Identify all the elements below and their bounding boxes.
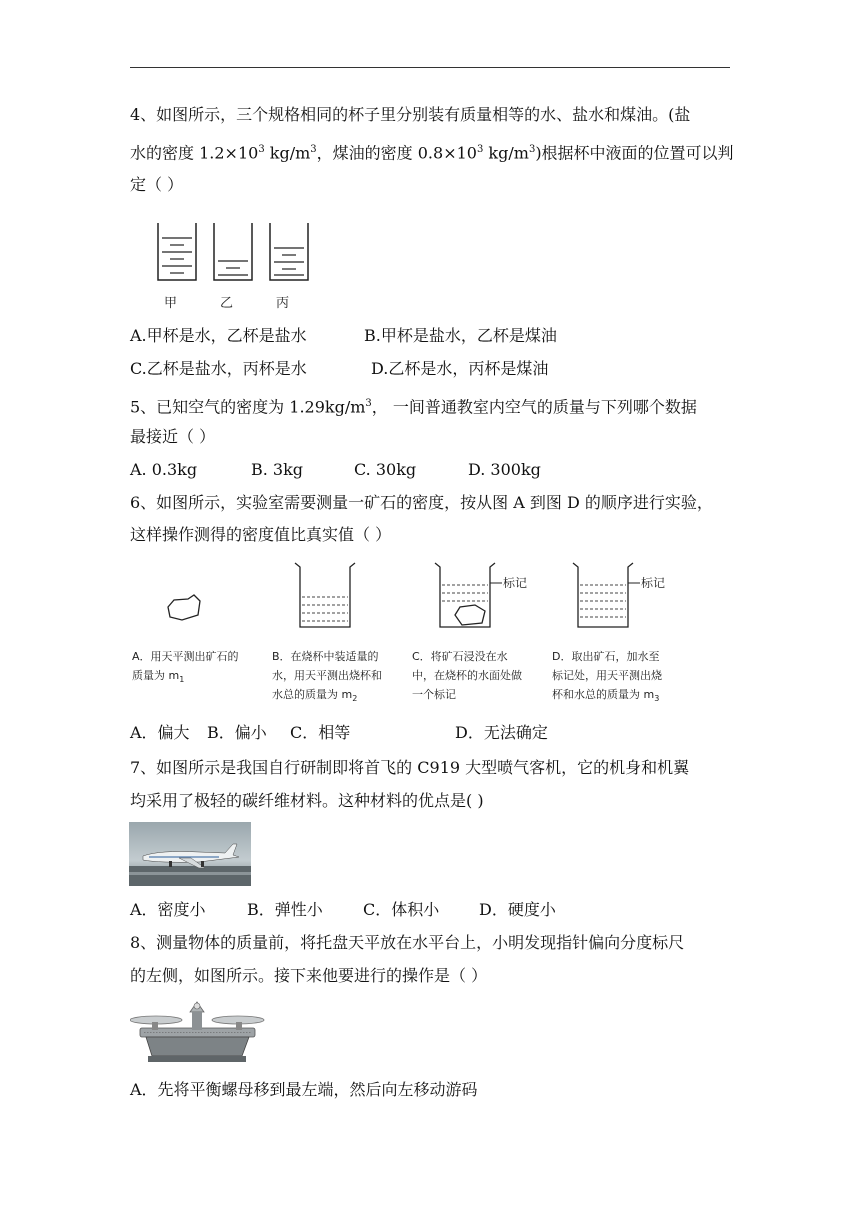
q6-stem-line1: 6、如图所示，实验室需要测量一矿石的密度，按从图 A 到图 D 的顺序进行实验， — [130, 493, 713, 512]
c919-airplane-photo — [129, 822, 251, 886]
q5-option-b: B. 3kg — [251, 460, 304, 479]
q7-option-b: B．弹性小 — [247, 900, 323, 919]
balance-scale-photo — [130, 998, 265, 1066]
q4-stem-line1: 4、如图所示，三个规格相同的杯子里分别装有质量相等的水、盐水和煤油。(盐 — [130, 105, 691, 124]
q5-option-a: A. 0.3kg — [130, 460, 198, 479]
cup-label-bing: 丙 — [276, 296, 290, 311]
caption-b-line1: B．在烧杯中装适量的 — [272, 650, 379, 663]
q4-stem-line3: 定（ ） — [130, 175, 184, 194]
q6-option-a: A．偏大 — [130, 723, 190, 742]
ore-rock-shape — [168, 595, 200, 620]
cup-bing — [270, 223, 308, 280]
q7-option-c: C．体积小 — [363, 900, 440, 919]
q4-option-c: C.乙杯是盐水，丙杯是水 — [130, 359, 307, 378]
q4-stem-line2: 水的密度 $1.2\times 10^3$ $kg/m^3$，煤油的密度 $0.8\times 10^3$ $kg/m^3$)根据杯中液面的位置可以判 — [130, 143, 734, 163]
beaker-b — [295, 563, 355, 627]
caption-d-line1: D．取出矿石，加水至 — [552, 650, 660, 663]
ore-in-beaker — [455, 605, 485, 625]
caption-c-line1: C．将矿石浸没在水 — [412, 650, 508, 663]
q5-option-c: C. 30kg — [354, 460, 417, 479]
q8-stem-line2: 的左侧，如图所示。接下来他要进行的操作是（ ） — [130, 966, 488, 985]
q4-option-d: D.乙杯是水，丙杯是煤油 — [371, 359, 549, 378]
q4-option-a: A.甲杯是水，乙杯是盐水 — [130, 326, 307, 345]
caption-d-line3: 杯和水总的质量为 $m_3$ — [552, 688, 660, 704]
q6-option-c: C．相等 — [290, 723, 351, 742]
caption-d-line2: 标记处，用天平测出烧 — [552, 669, 662, 682]
header-rule — [130, 67, 730, 68]
q4-option-b: B.甲杯是盐水，乙杯是煤油 — [364, 326, 557, 345]
caption-c-line3: 一个标记 — [412, 688, 456, 701]
q8-stem-line1: 8、测量物体的质量前，将托盘天平放在水平台上，小明发现指针偏向分度标尺 — [130, 933, 685, 952]
mark-label-c: 标记 — [503, 576, 528, 590]
q8-option-a: A．先将平衡螺母移到最左端，然后向左移动游码 — [130, 1080, 478, 1099]
q7-option-d: D．硬度小 — [479, 900, 556, 919]
mark-label-d: 标记 — [641, 576, 666, 590]
q7-option-a: A．密度小 — [130, 900, 206, 919]
balance-base — [146, 1037, 249, 1056]
caption-c-line2: 中，在烧杯的水面处做 — [412, 669, 522, 682]
caption-b-line2: 水，用天平测出烧杯和 — [272, 669, 382, 682]
q5-option-d: D. 300kg — [468, 460, 541, 479]
cup-label-jia: 甲 — [164, 296, 178, 311]
ore-density-figures — [130, 555, 690, 645]
q6-stem-line2: 这样操作测得的密度值比真实值（ ） — [130, 525, 392, 544]
caption-b-line3: 水总的质量为 $m_2$ — [272, 688, 358, 704]
caption-a-line2: 质量为 $m_1$ — [132, 669, 185, 685]
q6-option-b: B．偏小 — [207, 723, 267, 742]
caption-a-line1: A．用天平测出矿石的 — [132, 650, 239, 663]
q7-stem-line1: 7、如图所示是我国自行研制即将首飞的 C919 大型喷气客机，它的机身和机翼 — [130, 758, 690, 777]
q5-stem-line2: 最接近（ ） — [130, 427, 216, 446]
cup-label-yi: 乙 — [220, 296, 234, 311]
q7-stem-line2: 均采用了极轻的碳纤维材料。这种材料的优点是( ) — [130, 791, 484, 810]
cup-yi — [214, 223, 252, 280]
q5-stem-line1: 5、已知空气的密度为 $1.29kg/m^3$， 一间普通教室内空气的质量与下列哪个数据 — [130, 397, 697, 417]
q6-option-d: D．无法确定 — [455, 723, 548, 742]
